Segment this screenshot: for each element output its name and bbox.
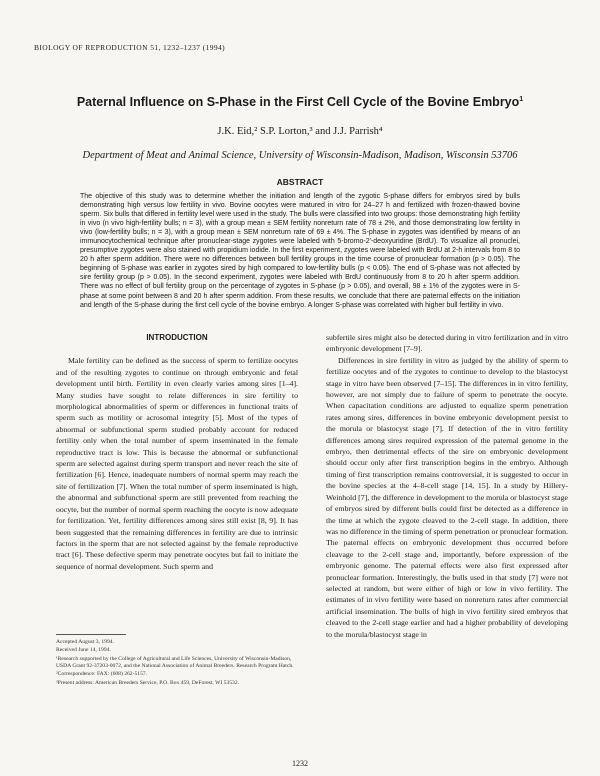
author-list: J.K. Eid,² S.P. Lorton,³ and J.J. Parrish⁴ — [217, 126, 383, 137]
article-title — [0, 95, 600, 109]
footnote: Accepted August 3, 1994. — [56, 639, 114, 645]
page-number: 1232 — [292, 759, 308, 768]
footnote: ³Present address: American Breeders Service, P.O. Box 459, DeForest, WI 53532. — [56, 679, 240, 686]
abstract-text: The objective of this study was to determine whether the initiation and length of the zygotic S-phase differs for embryos sired by bulls demonstrating high versus low fertility in vivo. Bovine oocytes were matured in vitro for 24–27 h and fertilized with frozen-thawed bovine sperm. Six bulls that differed in fertility level were used in the study. The bulls were classified into two groups: those demonstrating high fertility in vivo (n vivo high-fertility bulls; n = 3), with a group mean ± SEM fertility nonreturn rate of 78 ± 2%, and those demonstrating low fertility in vivo (low-fertility bulls; n = 3), with a group mean ± SEM nonreturn rate of 69 ± 4%. The S-phase in zygotes was identified by means of an immunocytochemical technique after pronuclear-stage zygotes were labeled with 5-bromo-2′-deoxyuridine (BrdU). To visualize all pronuclei, presumptive zygotes were also stained with propidium iodide. In the first experiment, zygotes were labeled with BrdU at 2-h intervals from 8 to 20 h after sperm addition. There were no differences between bull fertility groups in the time course of pronuclear formation (p > 0.05). The beginning of S-phase was earlier in zygotes sired by high compared to low-fertility bulls (p < 0.05). The end of S-phase was not affected by sire fertility group (p > 0.05). In the second experiment, zygotes were labeled with BrdU continuously from 8 to 20 h after sperm addition. There was no effect of bull fertility group on the percentage of zygotes in S-phase (p > 0.05), and overall, 98 ± 1% of the zygotes were in S-phase at some point between 8 and 20 h after sperm addition. From these results, we conclude that there are paternal effects on the initiation and length of the S-phase during the first cell cycle of the bovine embryo. A longer S-phase was correlated with higher bull fertility in vivo. — [80, 193, 520, 309]
running-head: BIOLOGY OF REPRODUCTION 51, 1232–1237 (1994) — [34, 43, 226, 52]
title-footnote-mark: 1 — [519, 95, 524, 103]
affiliation: Department of Meat and Animal Science, University of Wisconsin-Madison, Madison, Wisconsin 53706 — [82, 150, 518, 161]
footnote-divider — [56, 634, 126, 635]
right-column — [326, 332, 568, 640]
footnote: Received June 14, 1994. — [56, 647, 111, 654]
footnote: ²Correspondence: FAX: (608) 262-5157. — [56, 671, 148, 678]
abstract-heading: ABSTRACT — [276, 177, 324, 187]
left-column — [56, 332, 298, 572]
body-paragraph: Male fertility can be defined as the success of sperm to fertilize oocytes and of the resulting zygotes to continue on through embryonic and fetal development until birth. Fertility in even clearly varies among sires [1–4]. Many studies have sought to relate differences in sire fertility to morphological abnormalities of sperm or differences in functional traits of sperm such as motility or acrosomal integrity [5]. Most of the types of abnormal or subfunctional sperm studied probably account for reduced fertility only when the total number of sperm inseminated in the female reproductive tract is low. This is because the abnormal or subfunctional sperm are selected against during sperm transport and never reach the site of fertilization [6]. Hence, inadequate numbers of normal sperm may reach the site of fertilization [7]. When the total number of sperm inseminated is high, the abnormal and subfunctional sperm are still prevented from reaching the oocyte, but the number of normal sperm reaching the oocyte is now adequate for fertilization. Yet, fertility differences among sires still exist [8, 9]. It has been suggested that the remaining differences in fertility are due to intrinsic factors in the sperm that are not selected against by the female reproductive tract [6]. These defective sperm may penetrate oocytes but fail to initiate the sequence of normal development. Such sperm and — [56, 356, 298, 571]
body-paragraph: Differences in sire fertility in vitro as judged by the ability of sperm to fertilize oocytes and of the zygotes to continue to develop to the blastocyst stage in vitro have been observed [7–15]. The differences in in vitro fertility, however, are not simply due to failure of sperm to penetrate the oocyte. When capacitation conditions are adjusted to equalize sperm penetration rates among sires, differences in bovine embryonic development persist to the morula or blastocyst stage [7]. If detection of the in vitro fertility differences among sires required expression of the paternal genome in the embryo, then detrimental effects of the sire on embryonic development should occur only after first transcription begins in the embryo. Although timing of first transcription remains controversial, it is suggested to occur in the bovine species at the 4–8-cell stage [14, 15]. In a study by Hillery-Weinhold [7], the difference in development to the morula or blastocyst stage of embryos sired by different bulls could first be detected as a difference in the time at which the zygote cleaved to the 2-cell stage. In addition, there was no difference in the timing of sperm penetration or pronuclear formation. The paternal effects on embryonic development thus occurred before cleavage to the 2-cell stage and, importantly, before expression of the embryonic genome. The paternal effects were also first expressed after pronuclear formation. Interestingly, the bulls used in that study [7] were not selected at random, but were either of high or low in vivo fertility. The estimates of in vivo fertility were based on nonreturn rates after commercial artificial insemination. The bulls of high in vivo fertility sired embryos that cleaved to the 2-cell stage earlier and had a higher probability of developing to the morula/blastocyst stage in — [326, 355, 568, 639]
footnotes — [56, 634, 296, 688]
footnote: ¹Research supported by the College of Agricultural and Life Sciences, University of Wisconsin-Madison, USDA Grant 92-37203-0072, and the National Association of Animal Breeders. Research Program Hatch. — [56, 655, 294, 670]
article-title-text: Paternal Influence on S-Phase in the First Cell Cycle of the Bovine Embryo — [76, 95, 520, 109]
introduction-heading: INTRODUCTION — [146, 333, 208, 342]
body-paragraph: subfertile sires might also be detected during in vitro fertilization and in vitro embryonic development [7–9]. — [326, 333, 568, 354]
